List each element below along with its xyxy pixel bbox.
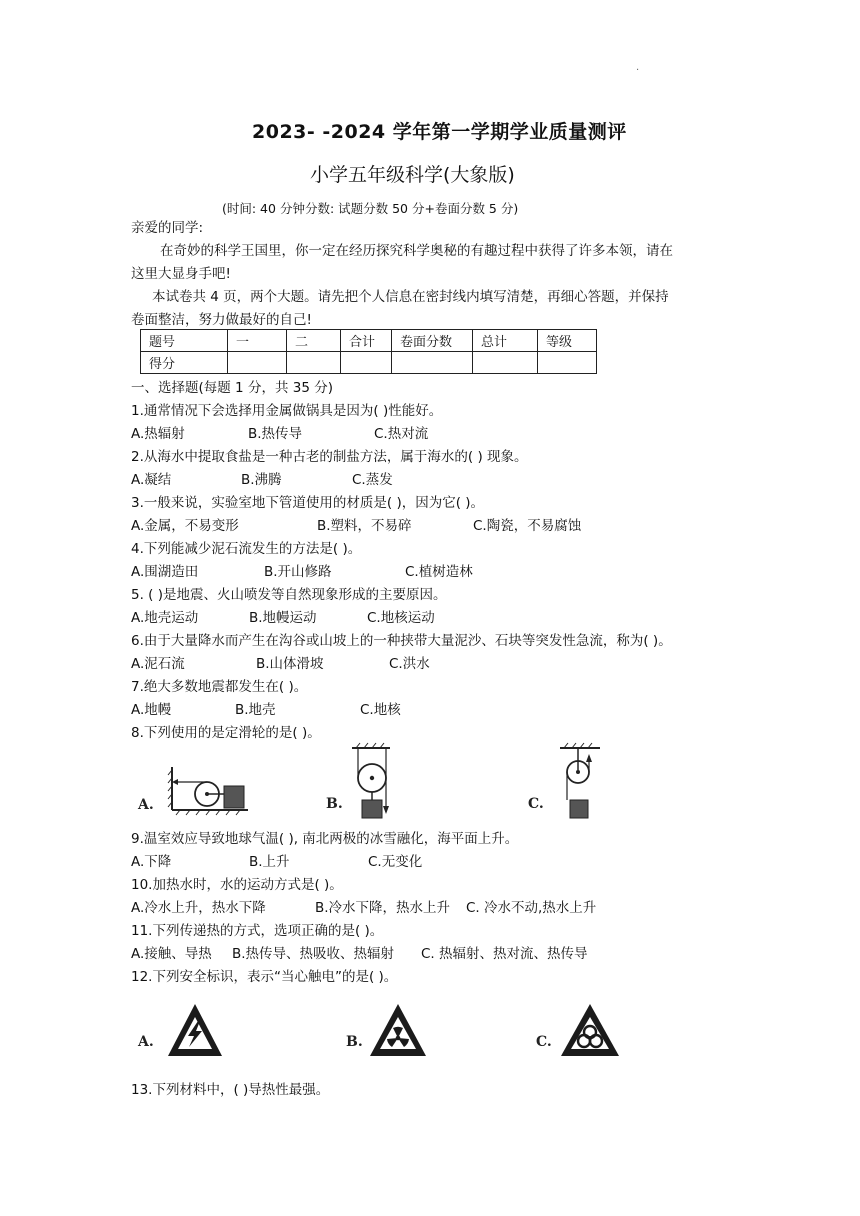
score-cell[interactable]	[287, 352, 341, 374]
option-c[interactable]: C.热对流	[374, 426, 429, 442]
option-c[interactable]: C. 热辐射、热对流、热传导	[421, 946, 588, 962]
score-cell[interactable]	[473, 352, 538, 374]
score-cell[interactable]	[392, 352, 473, 374]
option-b[interactable]: B.上升	[249, 854, 290, 870]
score-cell[interactable]	[538, 352, 597, 374]
pulley-figure-a[interactable]	[134, 762, 252, 818]
option-c[interactable]: C.蒸发	[352, 472, 393, 488]
option-b[interactable]: B.开山修路	[264, 564, 332, 580]
question-stem: 8.下列使用的是定滑轮的是( )。	[131, 725, 321, 741]
question-stem: 13.下列材料中，( )导热性最强。	[131, 1082, 330, 1098]
score-table-header-row	[141, 330, 597, 352]
figure-label: A.	[138, 797, 154, 813]
option-a[interactable]: A.围湖造田	[131, 564, 199, 580]
option-c[interactable]: C.陶瓷，不易腐蚀	[473, 518, 582, 534]
table-header-cell: 二	[287, 330, 341, 352]
table-header-cell: 题号	[141, 330, 228, 352]
question-stem: 1.通常情况下会选择用金属做锅具是因为( )性能好。	[131, 403, 443, 419]
figure-label: B.	[346, 1034, 363, 1050]
option-a[interactable]: A.地幔	[131, 702, 172, 718]
table-header-cell: 一	[228, 330, 287, 352]
option-b[interactable]: B.地壳	[235, 702, 276, 718]
question-stem: 12.下列安全标识，表示“当心触电”的是( )。	[131, 969, 398, 985]
option-c[interactable]: C.洪水	[389, 656, 430, 672]
exam-subtitle: 小学五年级科学(大象版)	[310, 164, 515, 186]
question-stem: 10.加热水时，水的运动方式是( )。	[131, 877, 343, 893]
figure-label: C.	[528, 796, 544, 812]
page-mark: .	[636, 62, 640, 73]
question-stem: 7.绝大多数地震都发生在( )。	[131, 679, 308, 695]
intro-p1-line2: 这里大显身手吧!	[131, 266, 231, 282]
table-header-cell: 总计	[473, 330, 538, 352]
option-b[interactable]: B.山体滑坡	[256, 656, 324, 672]
intro-p2-line1: 本试卷共 4 页，两个大题。请先把个人信息在密封线内填写清楚，再细心答题，并保持	[152, 289, 669, 305]
radiation-sign-icon[interactable]	[344, 1000, 434, 1064]
option-b[interactable]: B.沸腾	[241, 472, 282, 488]
option-c[interactable]: C.无变化	[368, 854, 423, 870]
table-header-cell: 等级	[538, 330, 597, 352]
figure-label: B.	[326, 796, 343, 812]
option-a[interactable]: A.热辐射	[131, 426, 185, 442]
option-b[interactable]: B.地幔运动	[249, 610, 317, 626]
table-header-cell: 卷面分数	[392, 330, 473, 352]
question-stem: 4.下列能减少泥石流发生的方法是( )。	[131, 541, 362, 557]
option-a[interactable]: A.凝结	[131, 472, 172, 488]
exam-title: 2023- -2024 学年第一学期学业质量测评	[252, 121, 627, 143]
pulley-figure-b[interactable]	[324, 742, 404, 824]
score-table	[140, 329, 597, 374]
score-cell[interactable]	[341, 352, 392, 374]
electric-shock-sign-icon[interactable]	[136, 1000, 226, 1064]
option-c[interactable]: C. 冷水不动,热水上升	[466, 900, 597, 916]
intro-p1-line1: 在奇妙的科学王国里，你一定在经历探究科学奥秘的有趣过程中获得了许多本领，请在	[160, 243, 673, 259]
greeting: 亲爱的同学:	[131, 220, 204, 236]
question-stem: 2.从海水中提取食盐是一种古老的制盐方法，属于海水的( ) 现象。	[131, 449, 528, 465]
figure-label: A.	[138, 1034, 154, 1050]
question-stem: 3.一般来说，实验室地下管道使用的材质是( )，因为它( )。	[131, 495, 485, 511]
biohazard-sign-icon[interactable]	[534, 1000, 624, 1064]
intro-p2-line2: 卷面整洁，努力做最好的自己!	[131, 312, 312, 328]
option-c[interactable]: C.地核	[360, 702, 401, 718]
option-a[interactable]: A.下降	[131, 854, 172, 870]
option-b[interactable]: B.热传导	[248, 426, 303, 442]
question-stem: 11.下列传递热的方式，选项正确的是( )。	[131, 923, 384, 939]
option-a[interactable]: A.泥石流	[131, 656, 185, 672]
score-cell[interactable]	[228, 352, 287, 374]
option-c[interactable]: C.地核运动	[367, 610, 435, 626]
option-b[interactable]: B.热传导、热吸收、热辐射	[232, 946, 395, 962]
figure-label: C.	[536, 1034, 552, 1050]
option-a[interactable]: A.地壳运动	[131, 610, 199, 626]
section-title: 一、选择题(每题 1 分，共 35 分)	[131, 380, 333, 396]
option-c[interactable]: C.植树造林	[405, 564, 473, 580]
question-stem: 6.由于大量降水而产生在沟谷或山坡上的一种挟带大量泥沙、石块等突发性急流，称为( )。	[131, 633, 672, 649]
question-stem: 5. ( )是地震、火山喷发等自然现象形成的主要原因。	[131, 587, 447, 603]
option-a[interactable]: A.金属，不易变形	[131, 518, 239, 534]
time-note: (时间: 40 分钟分数: 试题分数 50 分+卷面分数 5 分)	[222, 201, 519, 216]
question-stem: 9.温室效应导致地球气温( ), 南北两极的冰雪融化，海平面上升。	[131, 831, 519, 847]
score-table-score-row	[141, 352, 597, 374]
table-header-cell: 合计	[341, 330, 392, 352]
option-b[interactable]: B.冷水下降，热水上升	[315, 900, 451, 916]
pulley-figure-c[interactable]	[526, 742, 606, 824]
option-b[interactable]: B.塑料，不易碎	[317, 518, 412, 534]
option-a[interactable]: A.接触、导热	[131, 946, 212, 962]
table-row-label: 得分	[141, 352, 228, 374]
option-a[interactable]: A.冷水上升，热水下降	[131, 900, 266, 916]
